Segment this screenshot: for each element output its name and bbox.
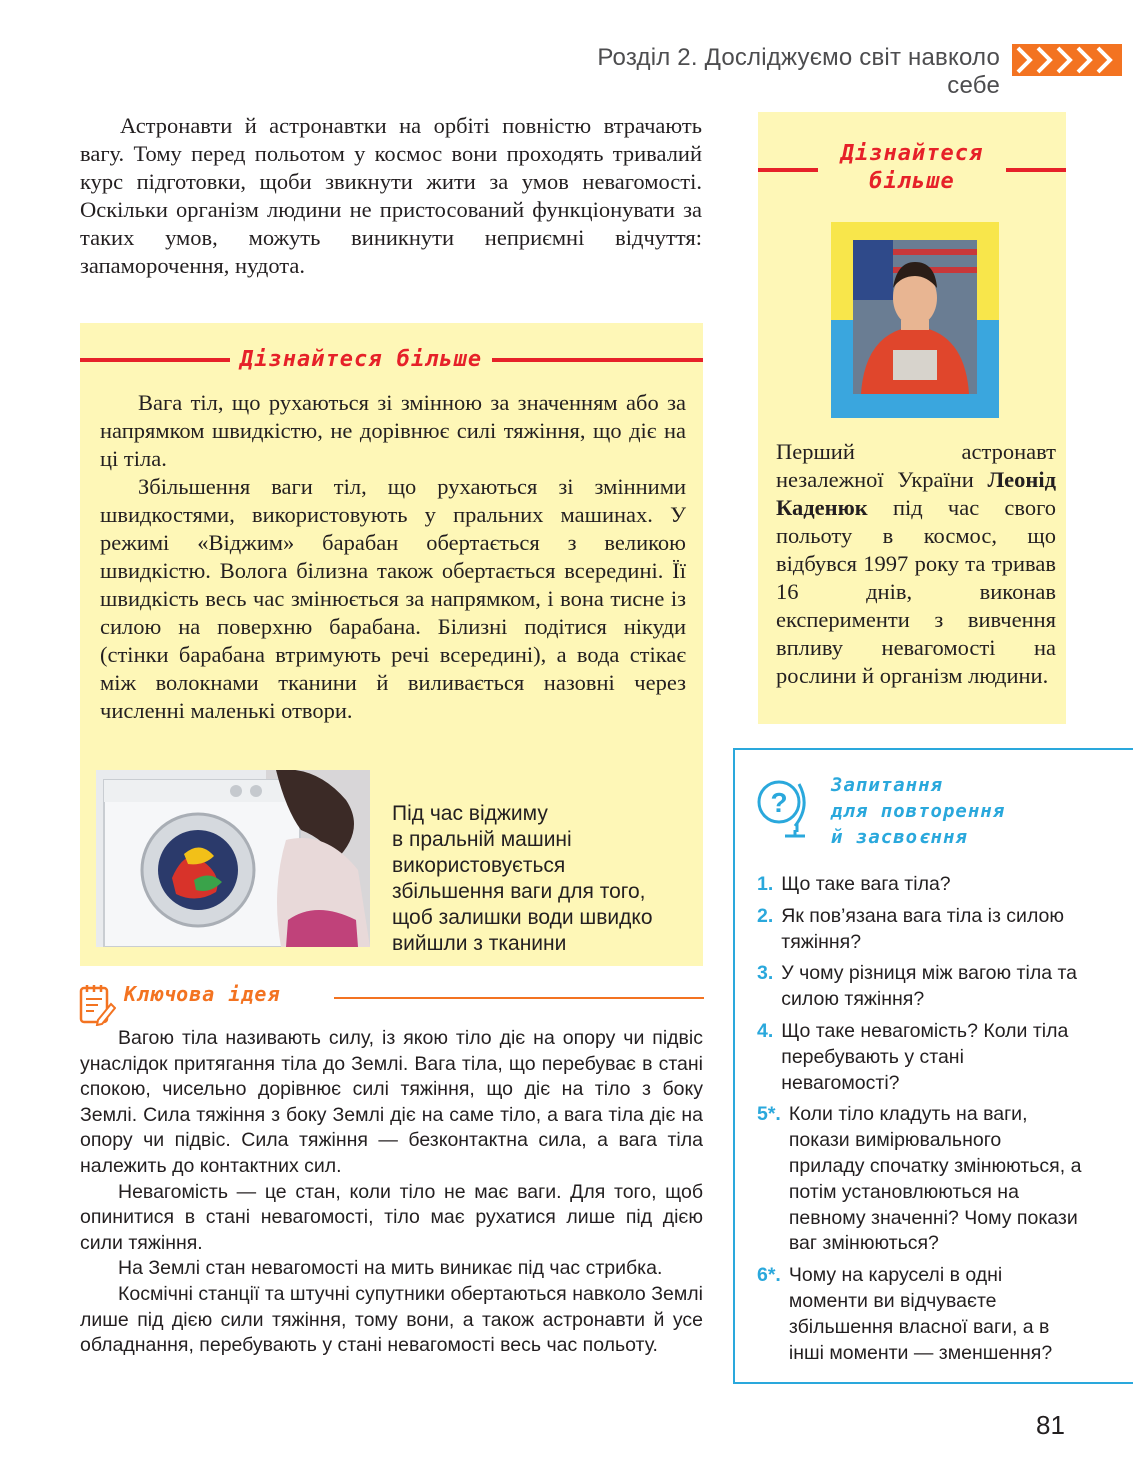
intro-paragraph: Астронавти й астронавтки на орбіті повністю втрачають вагу. Тому перед польотом у космос вони проходять тривалий курс підготовки, щоби звикнути жити за умов невагомості. Оскільки організм людини не пристосований функціонувати за таких умов, можуть виникнути неприємні відчуття: запаморочення, нудота. [80,113,702,278]
key-idea-title: Ключова ідея [124,982,281,1006]
svg-text:?: ? [770,787,788,818]
learn-more-heading [80,347,703,372]
caption-line: використовується [392,854,566,877]
key-idea-rule [334,997,704,999]
heading-rule-left [758,168,818,172]
key-idea-heading [78,982,704,1028]
question-number: 1. [757,873,774,895]
question-number: 6*. [757,1264,781,1287]
questions-title [831,772,1005,850]
page-number: 81 [1036,1410,1065,1440]
heading-rule-left [80,358,230,362]
learn-more-paragraph-2: Збільшення ваги тіл, що рухаються зі змінними швидкостями, використовують у пральних машинах. У режимі «Віджим» барабан обертається з великою швидкістю. Волога білизна також обертається всередині. Її швидкість весь час змінюється за напрямком, і вона тисне із силою на поверхню барабана. Білизні подітися нікуди (стінки барабана втримують речі всередині), а вода стікає між волокнами тканини й виливається назовні через численні маленькі отвори. [100,474,686,723]
heading-rule-right [1006,168,1066,172]
caption-line: збільшення ваги для того, [392,880,646,903]
questions-title-line: для повторення [831,800,1006,822]
learn-more-paragraph-1: Вага тіл, що рухаються зі змінною за значенням або за напрямком швидкістю, не дорівнює силі тяжіння, що діє на ці тіла. [100,390,686,471]
question-number: 5*. [757,1103,781,1126]
learn-more-side-heading [758,140,1066,200]
heading-rule-right [492,358,703,362]
question-text: У чому різниця між вагою тіла та силою тяжіння? [781,962,1078,1011]
key-idea-paragraph-3: На Землі стан невагомості на мить виникає під час стрибка. [118,1257,663,1280]
questions-title-line: Запитання [831,774,943,796]
key-idea-paragraph-1: Вагою тіла називають силу, із якою тіло діє на опору чи підвіс унаслідок притягання тіла до Землі. Вага тіла, що перебуває в стані спокою, чисельно дорівнює силі тяжіння, що діє на тіло з боку Землі. Сила тяжіння з боку Землі діє на саме тіло, а вага тіла діє на опору чи підвіс. Сила тяжіння — безконтактна сила, а вага тіла належить до контактних сил. [80,1027,703,1177]
question-text: Що таке вага тіла? [781,873,951,895]
question-globe-icon [755,774,811,842]
learn-more-side-box [758,112,1066,724]
title-line-2: більше [869,169,955,194]
astronaut-portrait [831,222,999,418]
key-idea-paragraph-4: Космічні станції та штучні супутники обертаються навколо Землі лише під дією сили тяжіння, тому вони, а також астронавти й усе обладнання, перебувають у стані невагомості весь час польоту. [80,1282,703,1357]
washing-machine-photo [96,770,370,947]
questions-title-line: й засвоєння [831,826,968,848]
description-text-a: Перший астронавт незалежної України [776,439,1056,492]
caption-line: щоб залишки води швидко [392,906,653,929]
review-questions-box [733,748,1133,1384]
question-number: 2. [757,904,774,927]
learn-more-side-title [818,140,1006,196]
chapter-header: Розділ 2. Досліджуємо світ навколо себе [597,44,1000,99]
key-idea-text [80,1026,703,1359]
question-item [757,1263,1082,1366]
caption-line: вийшли з тканини [392,932,567,955]
learn-more-title: Дізнайтеся більше [240,347,483,372]
question-item [757,961,1082,1013]
question-number: 3. [757,962,774,985]
questions-list [757,872,1082,1372]
title-line-1: Дізнайтеся [840,141,984,166]
caption-line: в пральній машині [392,828,572,851]
astronaut-name: Леонід Каденюк [776,467,1056,520]
key-idea-paragraph-2: Невагомість — це стан, коли тіло не має ваги. Для того, щоб опинитися в стані невагомості, тіло має рухатися лише під дією сили тяжіння. [80,1180,703,1254]
notepad-pencil-icon [78,982,116,1026]
description-text-b: під час свого польоту в космос, що відбувся 1997 року та тривав 16 днів, виконав експерименти з вивчення впливу невагомості на рослини й організм людини. [776,495,1056,688]
learn-more-box [80,323,703,966]
learn-more-text [100,389,686,725]
question-item [757,1019,1082,1096]
washer-caption [392,801,692,957]
question-item [757,872,1082,898]
question-item [757,1102,1082,1257]
chevron-arrows-icon [1012,44,1122,76]
kadenyuk-description [776,438,1056,690]
question-text: Як пов’язана вага тіла із силою тяжіння? [781,904,1065,953]
question-text: Чому на каруселі в одні моменти ви відчуваєте збільшення власної ваги, а в інші моменти — зменшення? [788,1264,1053,1364]
question-number: 4. [757,1019,774,1042]
question-item [757,904,1082,956]
caption-line: Під час віджиму [392,802,548,825]
question-text: Що таке невагомість? Коли тіла перебувають у стані невагомості? [781,1019,1069,1094]
question-text: Коли тіло кладуть на ваги, покази вимірювального приладу спочатку змінюються, а потім установлюються на певному значенні? Чому покази ваг змінюються? [788,1103,1082,1255]
